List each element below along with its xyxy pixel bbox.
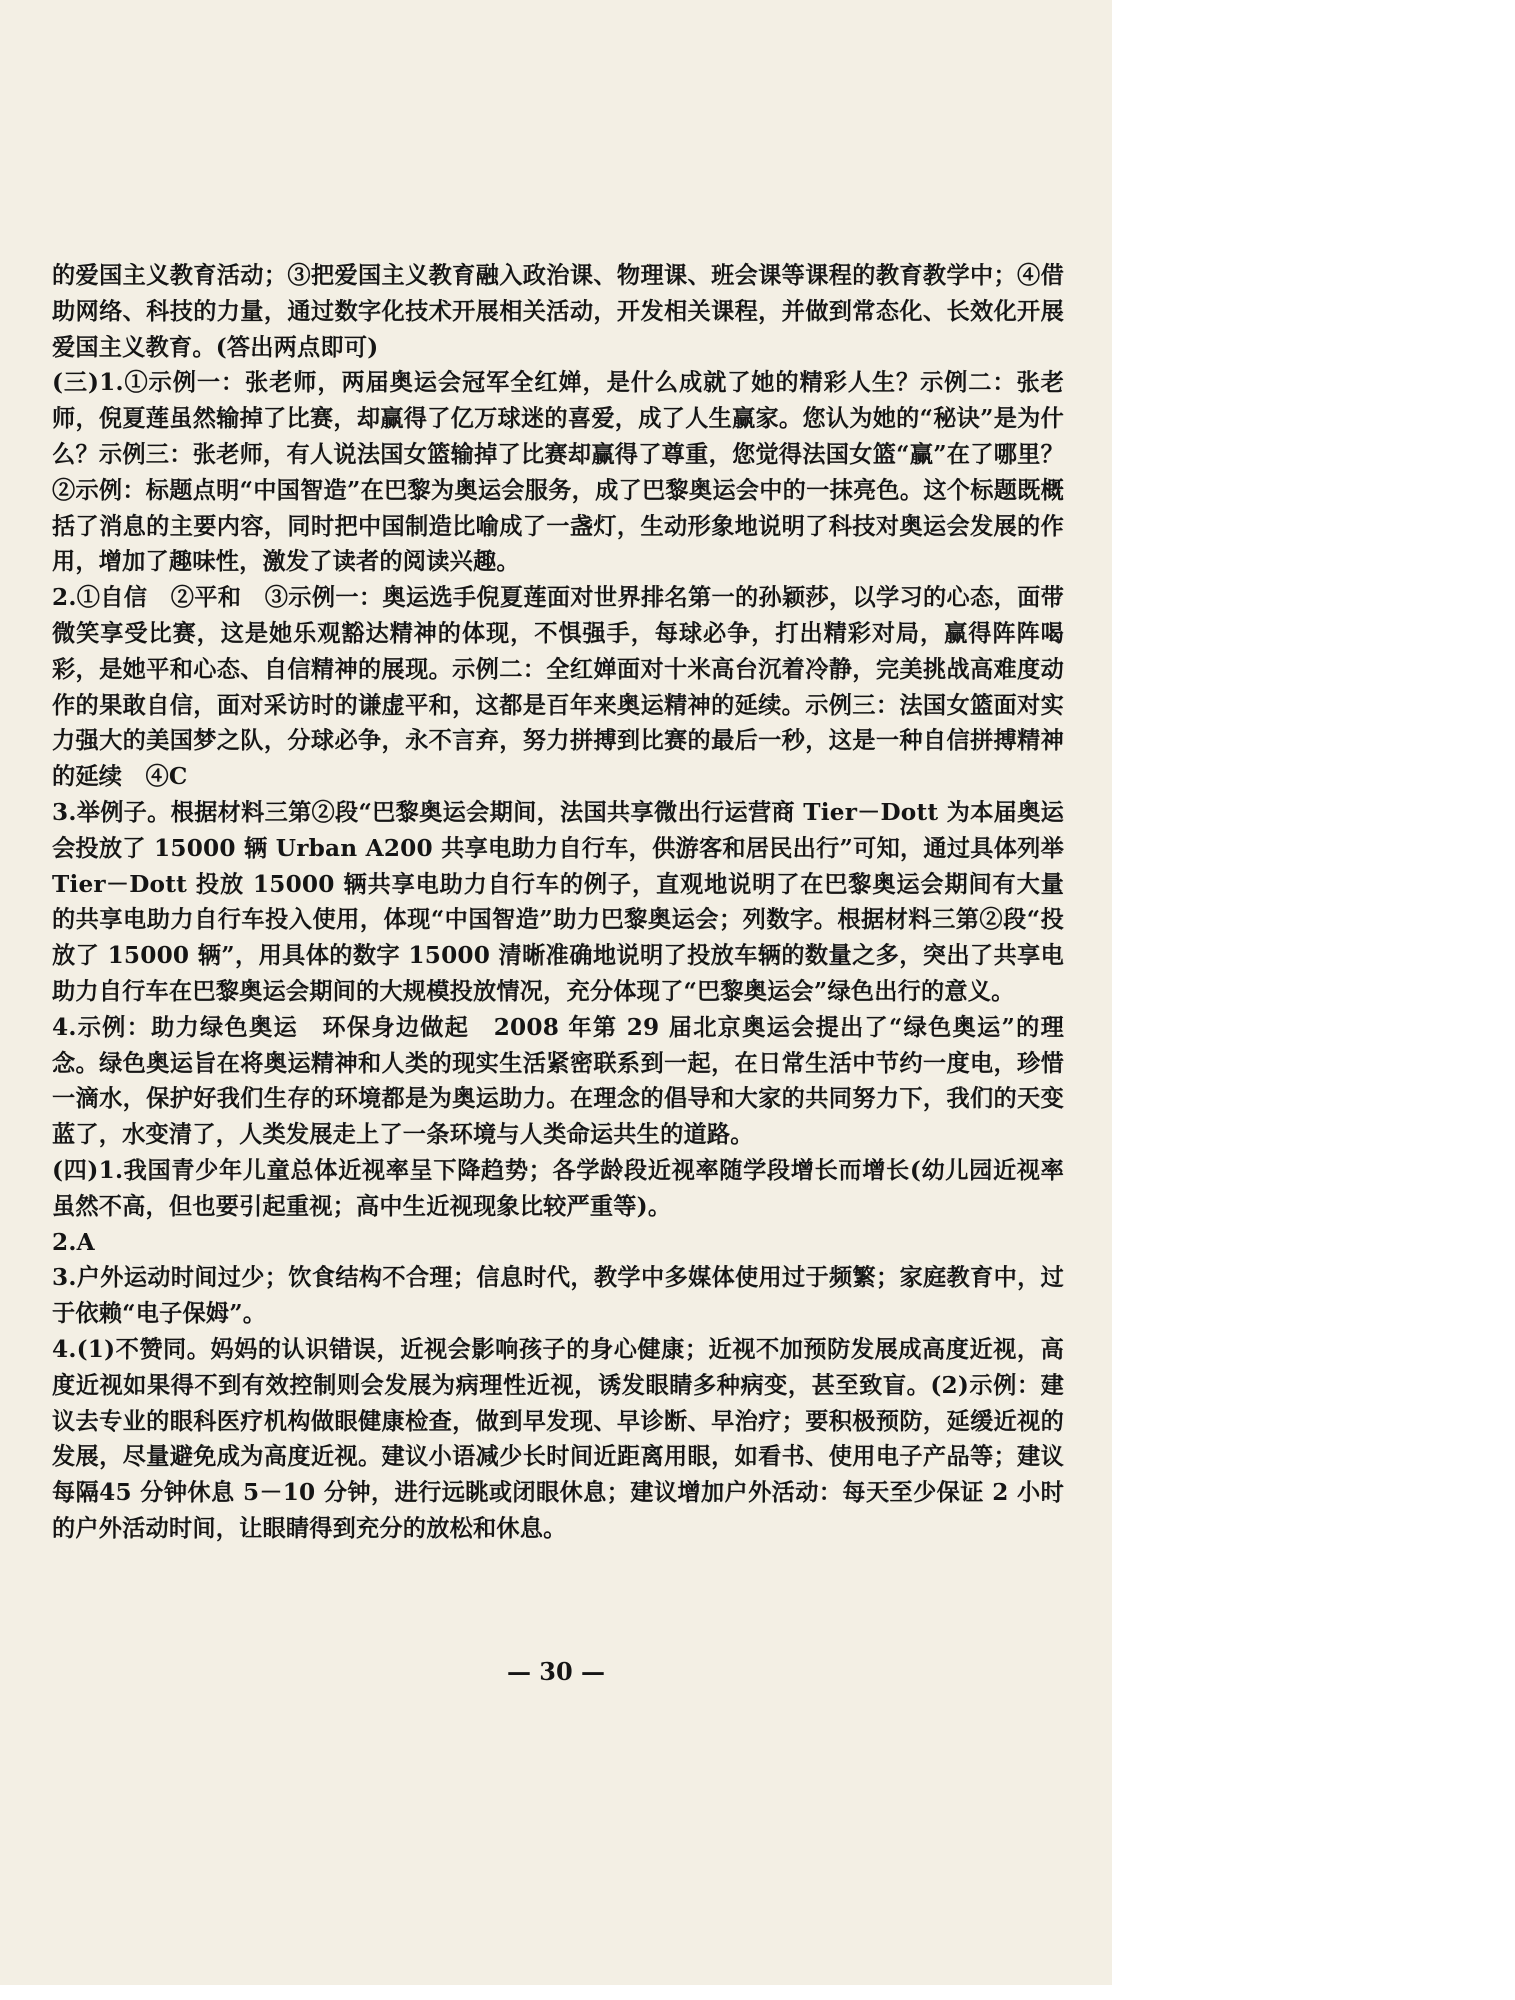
paragraph-section-4-q4: 4.(1)不赞同。妈妈的认识错误，近视会影响孩子的身心健康；近视不加预防发展成高度近视，高度近视如果得不到有效控制则会发展为病理性近视，诱发眼睛多种病变，甚至致盲。(2)示例：建议去专业的眼科医疗机构做眼健康检查，做到早发现、早诊断、早治疗；要积极预防，延缓近视的发展，尽量避免成为高度近视。建议小语减少长时间近距离用眼，如看书、使用电子产品等；建议每隔45 分钟休息 5－10 分钟，进行远眺或闭眼休息；建议增加户外活动：每天至少保证 2 小时的户外活动时间，让眼睛得到充分的放松和休息。: [52, 1335, 1064, 1542]
paragraph-section-3-q3: 3.举例子。根据材料三第②段“巴黎奥运会期间，法国共享微出行运营商 Tier－Dott 为本届奥运会投放了 15000 辆 Urban A200 共享电助力自行车，供游客和居民出行”可知，通过具体列举 Tier－Dott 投放 15000 辆共享电助力自行车的例子，直观地说明了在巴黎奥运会期间有大量的共享电助力自行车投入使用，体现“中国智造”助力巴黎奥运会；列数字。根据材料三第②段“投放了 15000 辆”，用具体的数字 15000 清晰准确地说明了投放车辆的数量之多，突出了共享电助力自行车在巴黎奥运会期间的大规模投放情况，充分体现了“巴黎奥运会”绿色出行的意义。: [52, 798, 1064, 1005]
paragraph-section-3-q2: 2.①自信 ②平和 ③示例一：奥运选手倪夏莲面对世界排名第一的孙颖莎，以学习的心态，面带微笑享受比赛，这是她乐观豁达精神的体现，不惧强手，每球必争，打出精彩对局，赢得阵阵喝彩，是她平和心态、自信精神的展现。示例二：全红婵面对十米高台沉着冷静，完美挑战高难度动作的果敢自信，面对采访时的谦虚平和，这都是百年来奥运精神的延续。示例三：法国女篮面对实力强大的美国梦之队，分球必争，永不言弃，努力拼搏到比赛的最后一秒，这是一种自信拼搏精神的延续 ④C: [52, 584, 1064, 791]
page-number: — 30 —: [506, 1657, 606, 1686]
paragraph-section-3-q4: 4.示例：助力绿色奥运 环保身边做起 2008 年第 29 届北京奥运会提出了“绿色奥运”的理念。绿色奥运旨在将奥运精神和人类的现实生活紧密联系到一起，在日常生活中节约一度电，珍惜一滴水，保护好我们生存的环境都是为奥运助力。在理念的倡导和大家的共同努力下，我们的天变蓝了，水变清了，人类发展走上了一条环境与人类命运共生的道路。: [52, 1013, 1064, 1149]
paragraph-section-3-q1: (三)1.①示例一：张老师，两届奥运会冠军全红婵，是什么成就了她的精彩人生？示例二：张老师，倪夏莲虽然输掉了比赛，却赢得了亿万球迷的喜爱，成了人生赢家。您认为她的“秘诀”是为什么？示例三：张老师，有人说法国女篮输掉了比赛却赢得了尊重，您觉得法国女篮“赢”在了哪里？②示例：标题点明“中国智造”在巴黎为奥运会服务，成了巴黎奥运会中的一抹亮色。这个标题既概括了消息的主要内容，同时把中国制造比喻成了一盏灯，生动形象地说明了科技对奥运会发展的作用，增加了趣味性，激发了读者的阅读兴趣。: [52, 369, 1064, 576]
answer-text: [52, 258, 1064, 1547]
paragraph-section-4-q2: 2.A: [52, 1228, 95, 1256]
paragraph-section-4-q3: 3.户外运动时间过少；饮食结构不合理；信息时代，教学中多媒体使用过于频繁；家庭教育中，过于依赖“电子保姆”。: [52, 1264, 1064, 1328]
paragraph-patriotic-education: 的爱国主义教育活动；③把爱国主义教育融入政治课、物理课、班会课等课程的教育教学中；④借助网络、科技的力量，通过数字化技术开展相关活动，开发相关课程，并做到常态化、长效化开展爱国主义教育。(答出两点即可): [52, 262, 1064, 361]
paragraph-section-4-q1: (四)1.我国青少年儿童总体近视率呈下降趋势；各学龄段近视率随学段增长而增长(幼儿园近视率虽然不高，但也要引起重视；高中生近视现象比较严重等)。: [52, 1156, 1064, 1220]
